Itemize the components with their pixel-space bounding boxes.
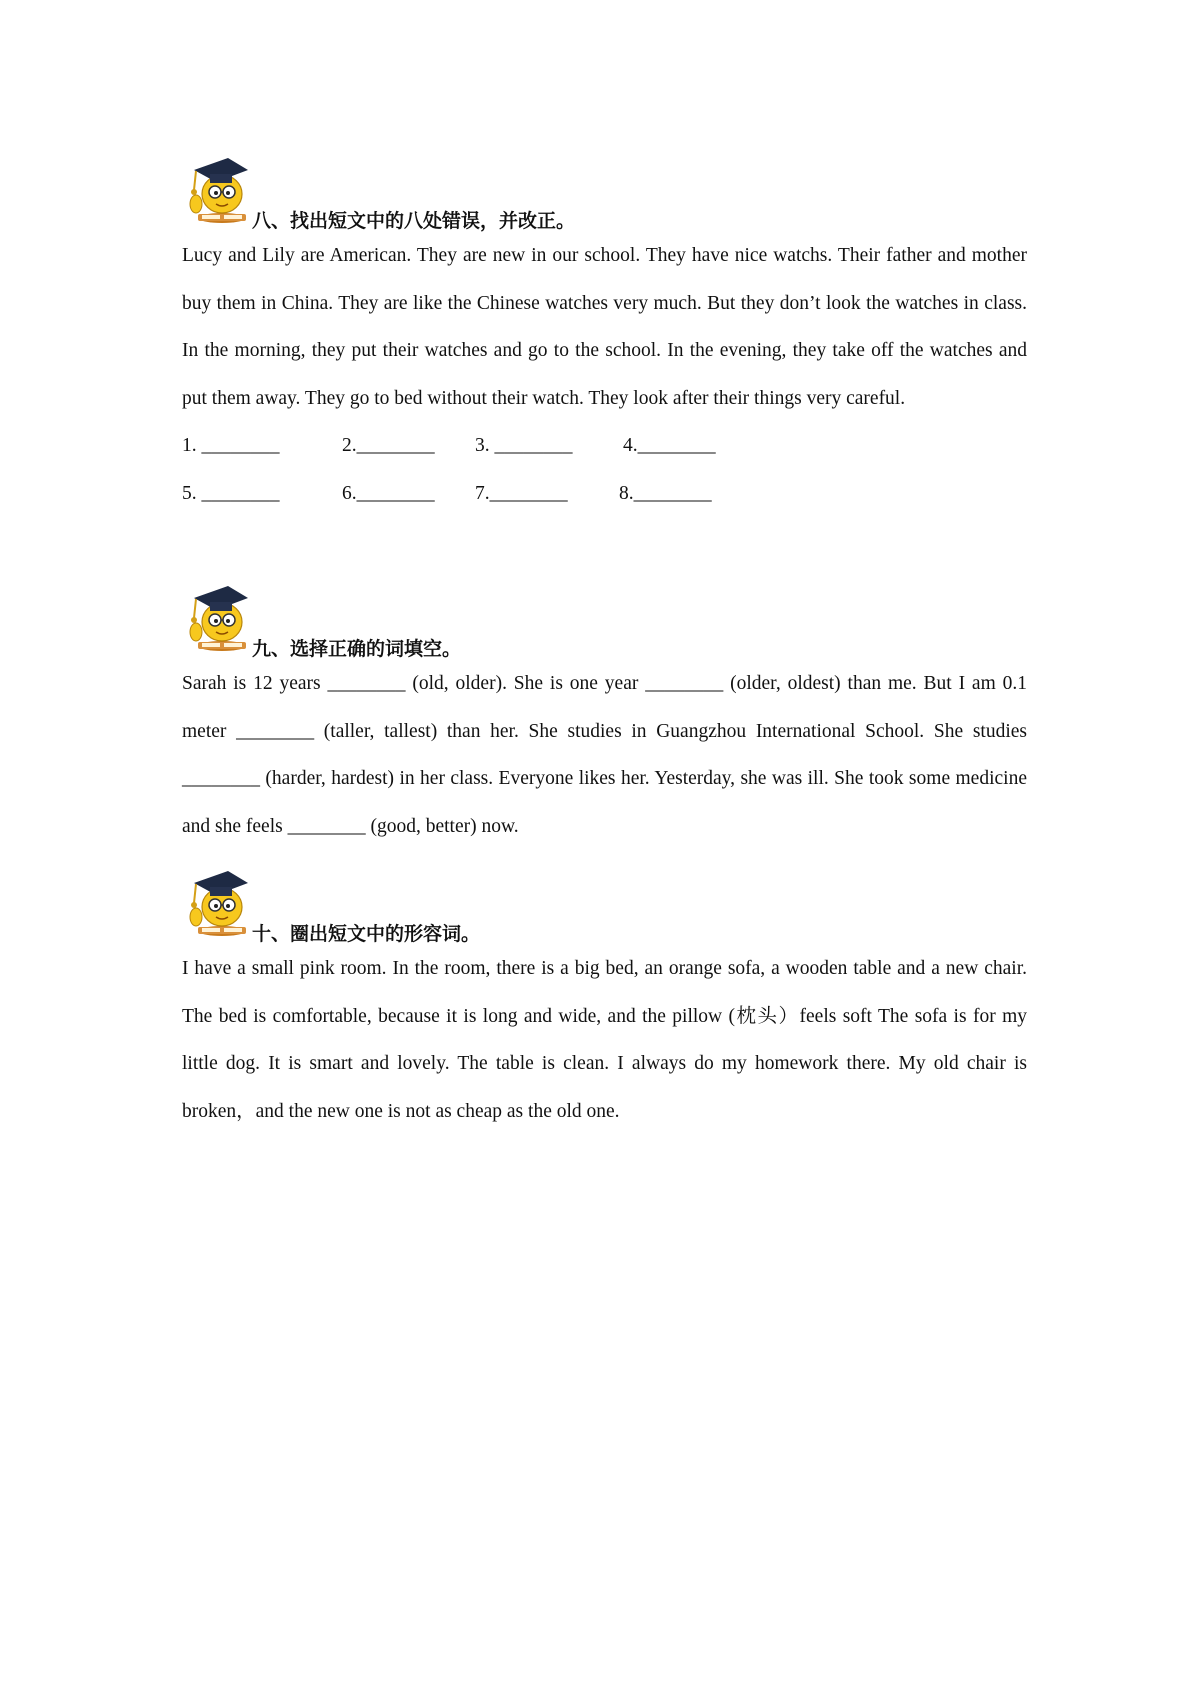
graduate-mascot-icon: [182, 580, 252, 660]
fill-in-passage: Sarah is 12 years ________ (old, older). She is one year ________ (older, oldest) than me. But I am 0.1 meter ________ (taller, tallest) than her. She studies in Guangzhou International School. She studies ________ (harder, hardest) in her class. Everyone likes her. Yesterday, she was ill. She took some medicine and she feels ________ (good, better) now.: [182, 673, 1027, 837]
section-title: 十、圈出短文中的形容词。: [252, 923, 481, 945]
section-heading: [182, 152, 1027, 234]
answer-blank[interactable]: 2.________: [342, 435, 435, 456]
answer-blank[interactable]: 4.________: [623, 435, 716, 456]
section-nine: [182, 580, 1027, 850]
section-heading: [182, 865, 1027, 947]
section-heading: [182, 580, 1027, 662]
error-passage: Lucy and Lily are American. They are new in our school. They have nice watchs. Their father and mother buy them in China. They are like the Chinese watches very much. But they don’t look the watches in class. In the morning, they put their watches and go to the school. In the evening, they take off the watches and put them away. They go to bed without their watch. They look after their things very careful.: [182, 245, 1027, 409]
adjective-passage: I have a small pink room. In the room, there is a big bed, an orange sofa, a wooden table and a new chair. The bed is comfortable, because it is long and wide, and the pillow (枕头）feels soft The sofa is for my little dog. It is smart and lovely. The table is clean. I always do my homework there. My old chair is broken，and the new one is not as cheap as the old one.: [182, 958, 1027, 1122]
section-title: 八、找出短文中的八处错误，并改正。: [252, 210, 576, 232]
answer-blank[interactable]: 1. ________: [182, 435, 280, 456]
graduate-mascot-icon: [182, 865, 252, 945]
section-eight: [182, 152, 1027, 517]
answer-blank[interactable]: 3. ________: [475, 435, 573, 456]
graduate-mascot-icon: [182, 152, 252, 232]
section-ten: [182, 865, 1027, 1135]
answer-blank[interactable]: 6.________: [342, 482, 435, 504]
answer-blanks: [182, 422, 1027, 517]
answer-blank[interactable]: 7.________: [475, 482, 568, 504]
answer-blank[interactable]: 5. ________: [182, 482, 280, 504]
answer-blank[interactable]: 8.________: [619, 482, 712, 504]
section-title: 九、选择正确的词填空。: [252, 638, 462, 660]
